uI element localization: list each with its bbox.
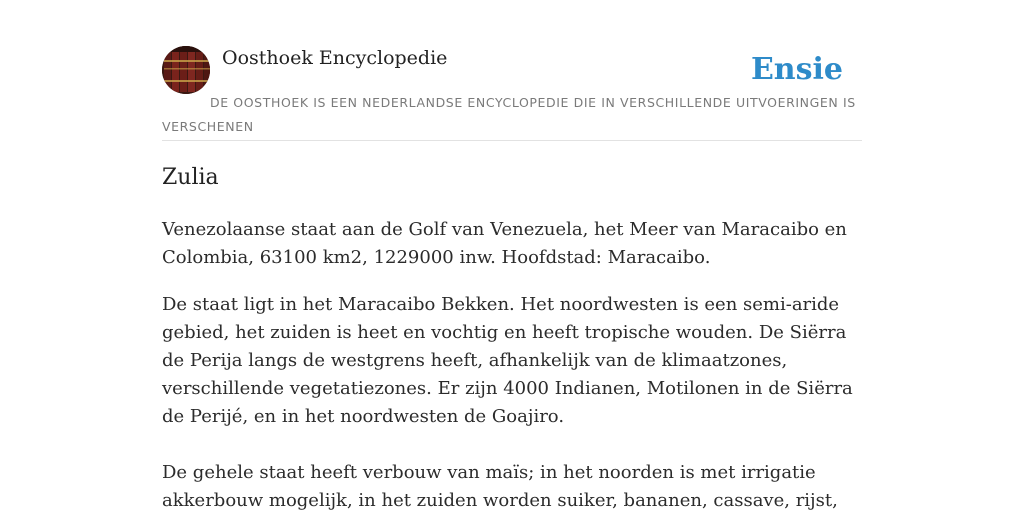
ensie-logo-link[interactable]: Ensie [750, 52, 843, 87]
site-tagline: DE OOSTHOEK IS EEN NEDERLANDSE ENCYCLOPEDIE DIE IN VERSCHILLENDE UITVOERINGEN IS VERSCHENEN [162, 95, 856, 134]
site-title[interactable]: Oosthoek Encyclopedie [222, 47, 448, 69]
article-paragraph: Venezolaanse staat aan de Golf van Venezuela, het Meer van Maracaibo en Colombia, 63100 km2, 1229000 inw. Hoofdstad: Maracaibo. [162, 219, 847, 268]
article-title: Zulia [162, 165, 219, 190]
article-body [162, 160, 864, 512]
encyclopedia-books-icon[interactable] [162, 46, 210, 94]
article-paragraph: De gehele staat heeft verbouw van maïs; in het noorden is met irrigatie akkerbouw mogelijk, in het zuiden worden suiker, bananen, cassave, rijst, [162, 462, 838, 511]
site-header [162, 46, 862, 141]
books-image [162, 46, 210, 94]
article-paragraph: De staat ligt in het Maracaibo Bekken. Het noordwesten is een semi-aride gebied, het zuiden is heet en vochtig en heeft tropische wouden. De Siërra de Perija langs de westgrens heeft, afhankelijk van de klimaatzones, verschillende vegetatiezones. Er zijn 4000 Indianen, Motilonen in de Siërra de Perijé, en in het noordwesten de Goajiro. [162, 294, 853, 427]
